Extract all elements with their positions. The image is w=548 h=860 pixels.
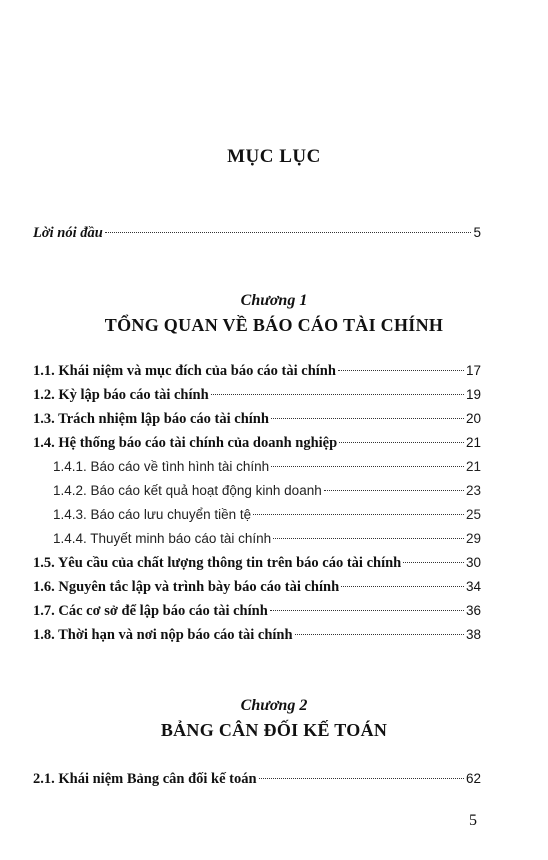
toc-entry-label: 1.1. Khái niệm và mục đích của báo cáo tài chính [33,363,336,379]
dot-leader [253,514,464,515]
chapter-1-title: TỔNG QUAN VỀ BÁO CÁO TÀI CHÍNH [104,315,444,335]
toc-entry-page: 34 [465,579,481,594]
toc-entry[interactable] [33,408,481,430]
dot-leader [271,418,464,419]
toc-entry-page: 17 [465,363,481,378]
toc-entry-page: 38 [465,627,481,642]
toc-entry-page: 25 [465,507,481,522]
toc-entry[interactable] [33,432,481,454]
toc-entry-page: 21 [465,459,481,474]
toc-subentry[interactable] [53,480,481,502]
toc-entry-label: 1.8. Thời hạn và nơi nộp báo cáo tài chính [33,627,293,643]
dot-leader [341,586,464,587]
toc-entry-page: 30 [465,555,481,570]
toc-entry-preface[interactable] [33,222,481,244]
dot-leader [403,562,464,563]
page-number: 5 [469,812,477,829]
chapter-2-title: BẢNG CÂN ĐỐI KẾ TOÁN [160,720,388,740]
toc-entry-label: 1.3. Trách nhiệm lập báo cáo tài chính [33,411,269,427]
chapter-1-number: Chương 1 [240,292,308,309]
dot-leader [273,538,464,539]
toc-entry-page: 20 [465,411,481,426]
dot-leader [271,466,464,467]
toc-entry-page: 21 [465,435,481,450]
dot-leader [339,442,464,443]
dot-leader [211,394,464,395]
toc-entry-page: 23 [465,483,481,498]
toc-entry-label: Lời nói đầu [33,225,103,241]
toc-entry[interactable] [33,576,481,598]
toc-entry-label: 1.6. Nguyên tắc lập và trình bày báo cáo tài chính [33,579,340,595]
dot-leader [324,490,464,491]
toc-entry-label: 1.7. Các cơ sở để lập báo cáo tài chính [33,603,268,619]
dot-leader [259,778,464,779]
dot-leader [270,610,464,611]
dot-leader [295,634,464,635]
toc-entry-page: 62 [465,771,481,786]
dot-leader [105,232,472,233]
toc-entry-label: 1.4.4. Thuyết minh báo cáo tài chính [53,531,272,546]
toc-entry-label: 1.4.2. Báo cáo kết quả hoạt động kinh doanh [53,483,322,498]
toc-entry[interactable] [33,600,481,622]
toc-entry-label: 1.4.1. Báo cáo về tình hình tài chính [53,459,270,474]
toc-entry[interactable] [33,768,481,790]
toc-title: MỤC LỤC [227,146,321,167]
toc-entry[interactable] [33,624,481,646]
toc-entry-page: 36 [465,603,481,618]
toc-entry[interactable] [33,360,481,382]
toc-subentry[interactable] [53,504,481,526]
toc-entry-page: 19 [465,387,481,402]
dot-leader [338,370,464,371]
toc-entry-label: 1.4. Hệ thống báo cáo tài chính của doanh nghiệp [33,435,338,451]
toc-entry[interactable] [33,384,481,406]
toc-entry-label: 1.4.3. Báo cáo lưu chuyển tiền tệ [53,507,252,522]
toc-entry[interactable] [33,552,481,574]
toc-entry-page: 29 [465,531,481,546]
toc-entry-label: 1.5. Yêu cầu của chất lượng thông tin trên báo cáo tài chính [33,555,402,571]
toc-entry-page: 5 [473,225,481,240]
toc-entry-label: 1.2. Kỳ lập báo cáo tài chính [33,387,209,403]
toc-subentry[interactable] [53,528,481,550]
toc-entry-label: 2.1. Khái niệm Bảng cân đối kế toán [33,771,257,787]
toc-subentry[interactable] [53,456,481,478]
chapter-2-number: Chương 2 [240,697,308,714]
